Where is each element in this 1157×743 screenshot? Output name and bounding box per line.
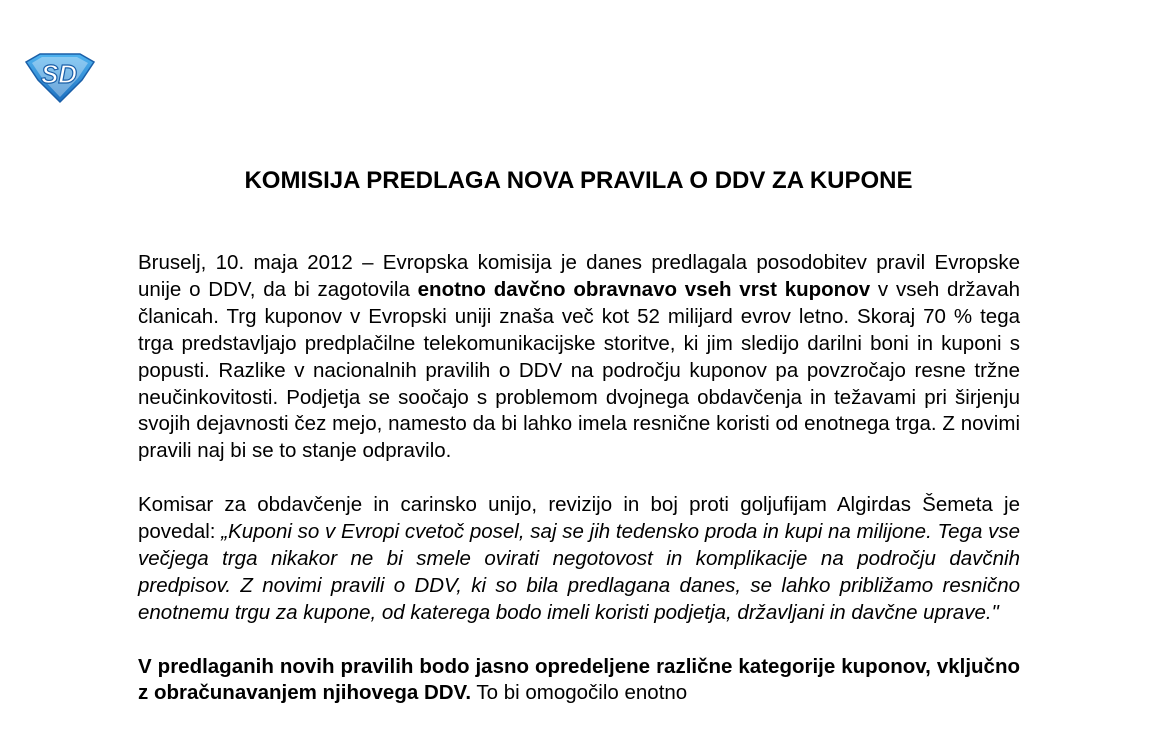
paragraph-2 [138,492,1020,627]
document-title: KOMISIJA PREDLAGA NOVA PRAVILA O DDV ZA KUPONE [244,167,913,194]
paragraph-3-tail: To bi omogočilo enotno [471,681,688,705]
paragraph-1-text: Bruselj, 10. maja 2012 – Evropska komisija je danes predlagala posodobitev pravil Evropske unije o DDV, da bi zagotovila [138,251,1020,301]
document-body [138,250,1020,734]
paragraph-2-intro: Komisar za obdavčenje in carinsko unijo, revizijo in boj proti goljufijam Algirdas Šemeta je povedal: [138,493,1020,544]
paragraph-1-bold: enotno davčno obravnavo vseh vrst kuponov [417,277,871,301]
sd-logo [22,50,96,104]
logo-text: SD [40,59,78,89]
paragraph-3-bold: V predlaganih novih pravilih bodo jasno opredeljene različne kategorije kuponov, vključno z obračunavanjem njihovega DDV. [138,654,1020,705]
paragraph-1-text-2: v vseh državah članicah. Trg kuponov v Evropski uniji znaša več kot 52 milijard evrov letno. Skoraj 70 % tega trga predstavljajo predplačilne telekomunikacijske storitve, ki jim sledijo darilni boni in kuponi s popusti. Razlike v nacionalnih pravilih o DDV na področju kuponov pa povzročajo resne tržne neučinkovitosti. Podjetja se soočajo s problemom dvojnega obdavčenja in težavami pri širjenju svojih dejavnosti čez mejo, namesto da bi lahko imela resnične koristi od enotnega trga. Z novimi pravili naj bi se to stanje odpravilo. [138,277,1020,463]
sd-shield-logo-icon [22,50,96,104]
paragraph-2-quote: „Kuponi so v Evropi cvetoč posel, saj se jih tedensko proda in kupi na milijone. Tega vse večjega trga nikakor ne bi smele ovirati negotovost in komplikacije na področju davčnih predpisov. Z novimi pravili o DDV, ki so bila predlagana danes, se lahko približamo resnično enotnemu trgu za kupone, od katerega bodo imeli koristi podjetja, državljani in davčne uprave." [138,520,1020,624]
paragraph-1 [138,250,1020,465]
paragraph-3 [138,654,1020,708]
